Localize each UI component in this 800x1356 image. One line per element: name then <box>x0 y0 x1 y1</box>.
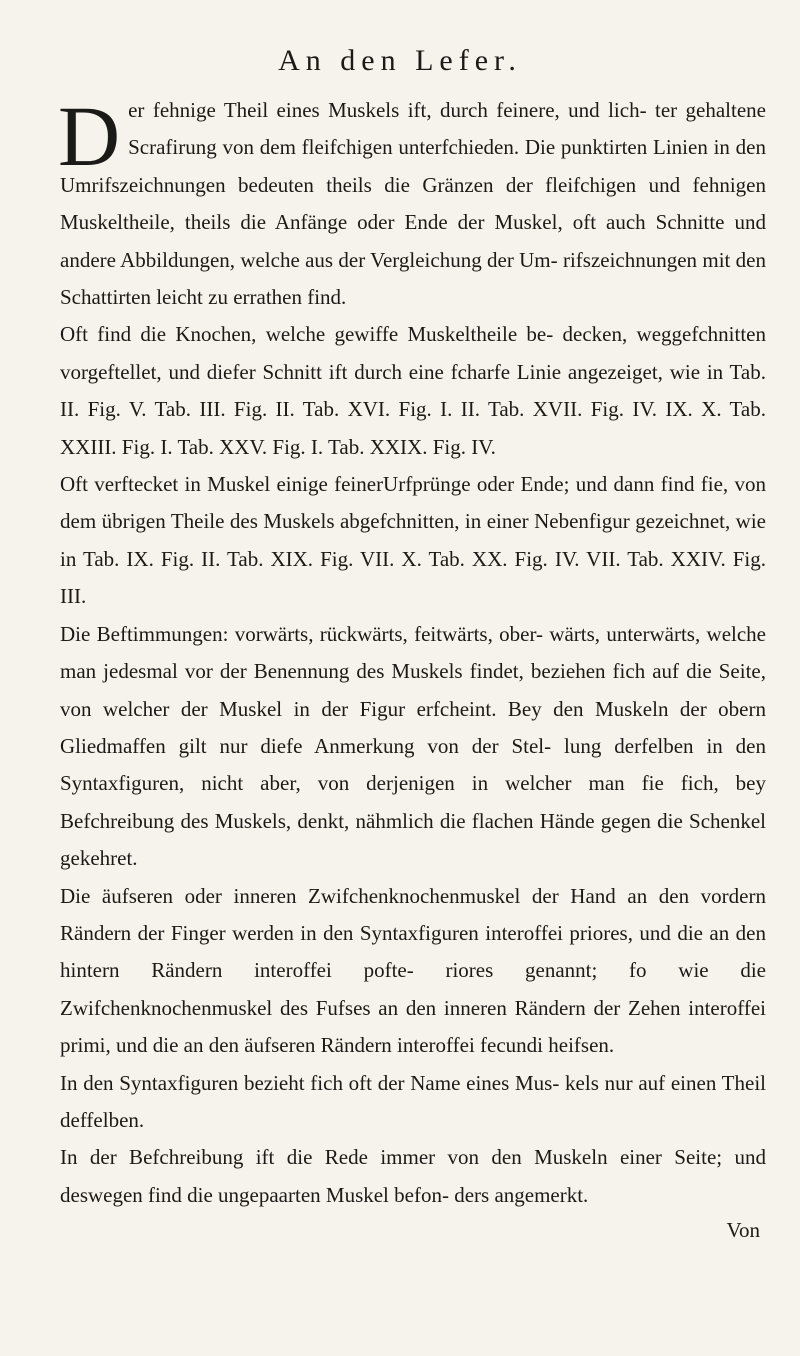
paragraph-1-text: er fehnige Theil eines Muskels ift, durch feinere, und lich- ter gehaltene Scrafirung von dem fleifchigen unterfchieden. Die punktirten Linien in den Umrifszeichnungen bedeuten theils die Gränzen der fleifchigen und fehnigen Muskeltheile, theils die Anfänge oder Ende der Muskel, oft auch Schnitte und andere Abbildungen, welche aus der Vergleichung der Um- rifszeichnungen mit den Schattirten leicht zu errathen find. <box>60 98 766 310</box>
paragraph-1 <box>58 88 766 316</box>
paragraph-7: In der Befchreibung ift die Rede immer von den Muskeln einer Seite; und deswegen find die ungepaarten Muskel befon- ders angemerkt. <box>60 1145 766 1207</box>
paragraph-4: Die Beftimmungen: vorwärts, rückwärts, feitwärts, ober- wärts, unterwärts, welche man jedesmal vor der Benennung des Muskels findet, beziehen fich auf die Seite, von welcher der Muskel in der Figur erfcheint. Bey den Muskeln der obern Gliedmaffen gilt nur diefe Anmerkung von der Stel- lung derfelben in den Syntaxfiguren, nicht aber, von derjenigen in welcher man fie fich, bey Befchreibung des Muskels, denkt, nähmlich die flachen Hände gegen die Schenkel gekehret. <box>60 621 766 871</box>
drop-cap: D <box>58 88 121 184</box>
paragraph-6: In den Syntaxfiguren bezieht fich oft der Name eines Mus- kels nur auf einen Theil deffelben. <box>60 1070 766 1132</box>
page-title: An den Lefer. <box>278 44 522 77</box>
paragraph-3: Oft verftecket in Muskel einige feinerUrfprünge oder Ende; und dann find fie, von dem übrigen Theile des Muskels abgefchnitten, in einer Nebenfigur gezeichnet, wie in Tab. IX. Fig. II. Tab. XIX. Fig. VII. X. Tab. XX. Fig. IV. VII. Tab. XXIV. Fig. III. <box>60 472 766 609</box>
paragraph-2: Oft find die Knochen, welche gewiffe Muskeltheile be- decken, weggefchnitten vorgeftellet, und diefer Schnitt ift durch eine fcharfe Linie angezeiget, wie in Tab. II. Fig. V. Tab. III. Fig. II. Tab. XVI. Fig. I. II. Tab. XVII. Fig. IV. IX. X. Tab. XXIII. Fig. I. Tab. XXV. Fig. I. Tab. XXIX. Fig. IV. <box>60 322 766 459</box>
page-body <box>58 88 766 1214</box>
catchword: Von <box>726 1218 760 1242</box>
paragraph-5: Die äufseren oder inneren Zwifchenknochenmuskel der Hand an den vordern Rändern der Finger werden in den Syntaxfiguren interoffei priores, und die an den hintern Rändern interoffei pofte- riores genannt; fo wie die Zwifchenknochenmuskel des Fufses an den inneren Rändern der Zehen interoffei primi, und die an den äufseren Rändern interoffei fecundi heifsen. <box>60 883 766 1058</box>
